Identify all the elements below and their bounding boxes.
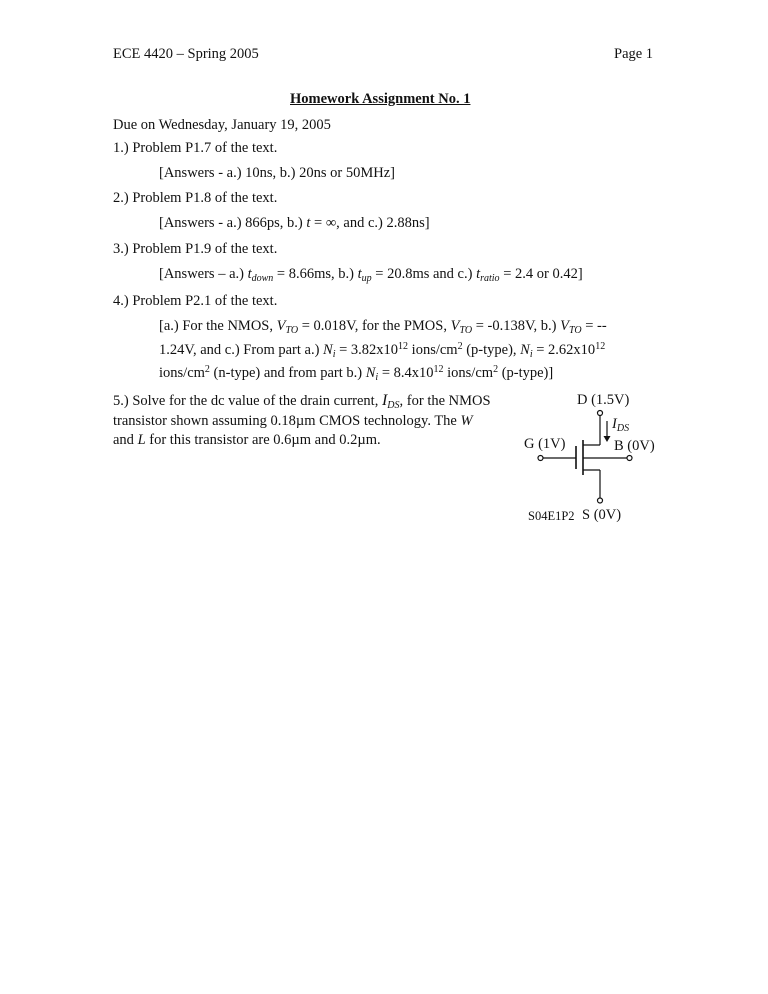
- problem-5-line-2: transistor shown assuming 0.18µm CMOS technology. The W: [113, 413, 473, 429]
- problem-4-answer-line-2: 1.24V, and c.) From part a.) $N_i = 3.82x10^{12}$ ions/$cm^2$ (p-type), $N_i = 2.62x10^{12}$: [159, 341, 606, 360]
- gate-label: G (1V): [524, 436, 566, 452]
- problem-4-answer-line-1: [a.) For the NMOS, $V_{TO} = 0.018V$, for the PMOS, $V_{TO} = -0.138V$, b.) $V_{TO}$ = --: [159, 318, 607, 336]
- problem-4-label: 4.) Problem P2.1 of the text.: [113, 293, 278, 309]
- bulk-terminal: [627, 456, 632, 461]
- drain-label: D (1.5V): [577, 392, 630, 408]
- problem-4-answer-line-3: ions/$cm^2$ (n-type) and from part b.) $N_i = 8.4x10^{12}$ ions/$cm^2$ (p-type)]: [159, 364, 554, 383]
- drain-current-label: $I_{DS}$: [612, 416, 630, 434]
- header-page-number: Page 1: [614, 46, 654, 62]
- problem-2-answer: [Answers - a.) 866ps, b.) t = ∞, and c.) 2.88ns]: [159, 215, 430, 231]
- source-label: S (0V): [582, 507, 622, 523]
- problem-1-answer: [Answers - a.) 10ns, b.) 20ns or 50MHz]: [159, 165, 395, 181]
- problem-3-label: 3.) Problem P1.9 of the text.: [113, 241, 278, 257]
- due-date: Due on Wednesday, January 19, 2005: [113, 117, 331, 133]
- problem-3-answer: [Answers – a.) $t_{down} = 8.66ms$, b.) $t_{up} = 20.8ms$ and c.) $t_{ratio} = 2.4$ or 0.42]: [159, 266, 583, 284]
- page-title: Homework Assignment No. 1: [290, 91, 471, 107]
- gate-terminal: [538, 456, 543, 461]
- source-terminal: [598, 498, 603, 503]
- problem-5-line-3: and L for this transistor are 0.6µm and 0.2µm.: [113, 432, 381, 448]
- bulk-label: B (0V): [614, 438, 655, 454]
- header-course: ECE 4420 – Spring 2005: [113, 46, 259, 62]
- figure-id: S04E1P2: [528, 509, 575, 523]
- problem-2-label: 2.) Problem P1.8 of the text.: [113, 190, 278, 206]
- drain-terminal: [598, 411, 603, 416]
- problem-5-line-1: 5.) Solve for the dc value of the drain current, $I_{DS}$, for the NMOS: [113, 392, 491, 411]
- problem-1-label: 1.) Problem P1.7 of the text.: [113, 140, 278, 156]
